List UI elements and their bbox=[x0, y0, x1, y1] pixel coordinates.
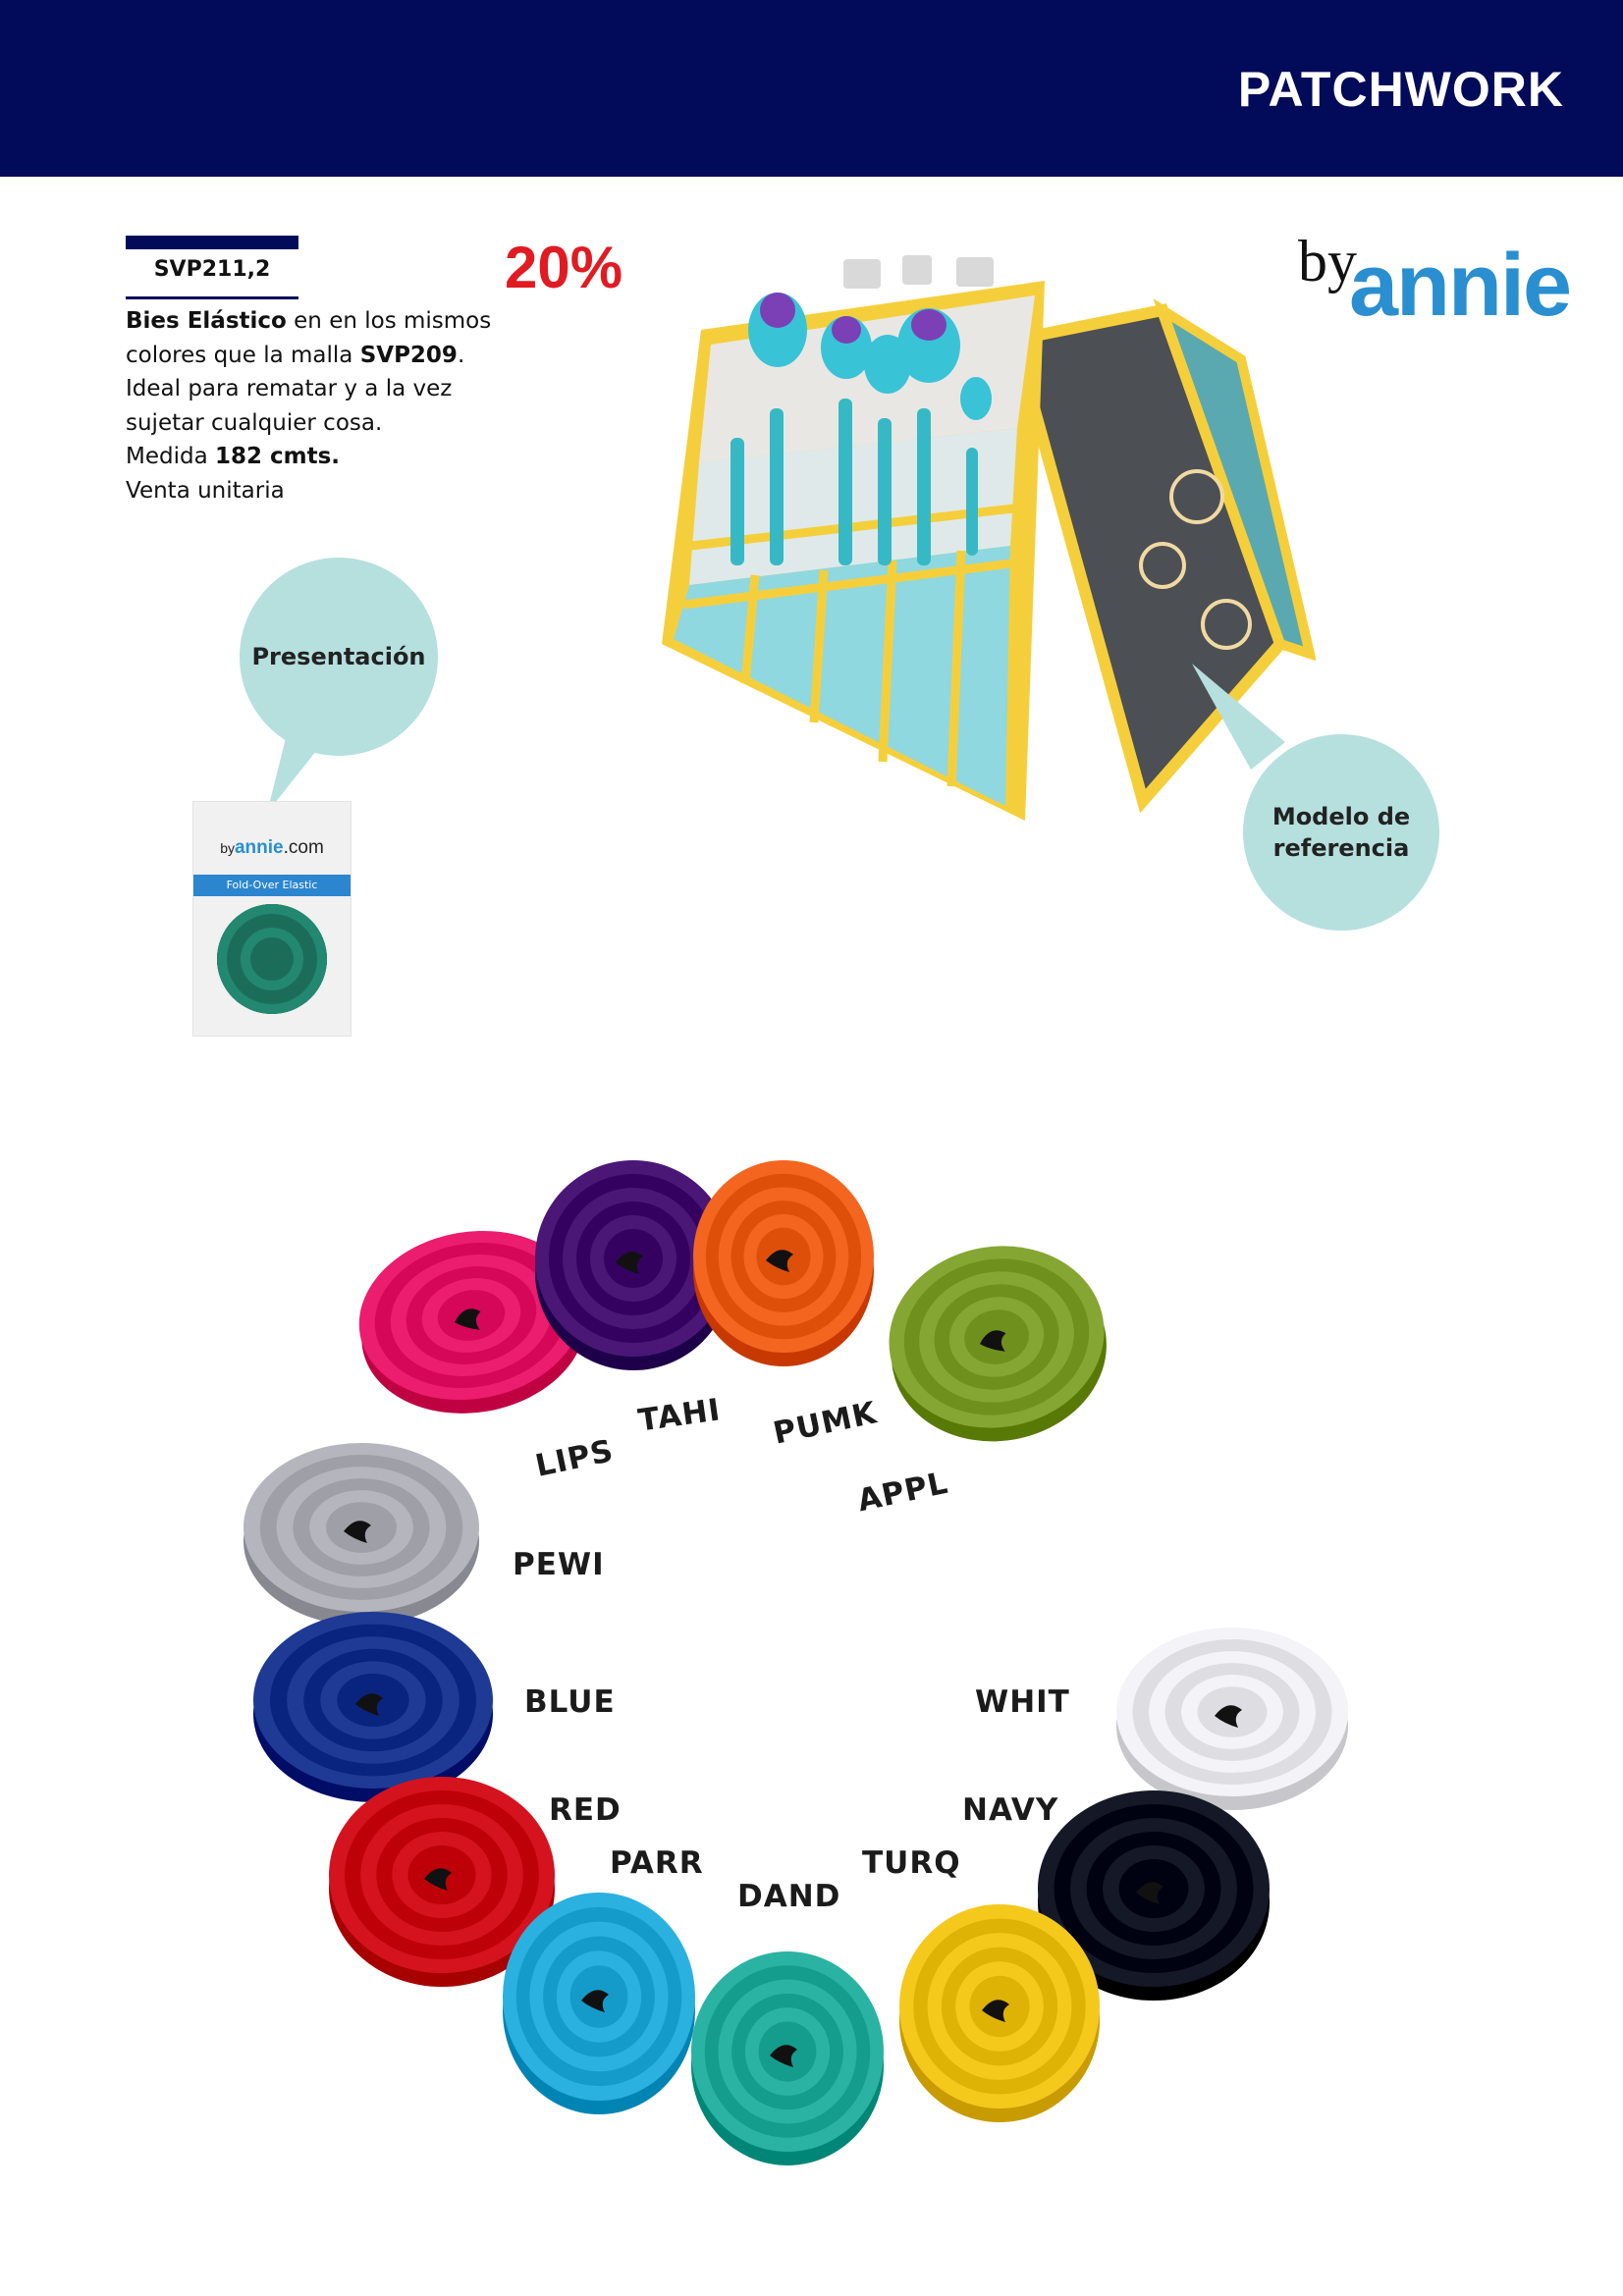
roll-pumk bbox=[693, 1160, 874, 1366]
product-code: SVP211,2 bbox=[153, 257, 271, 282]
color-label-blue: BLUE bbox=[524, 1684, 616, 1720]
desc-bold: SVP209 bbox=[359, 342, 458, 368]
package-image bbox=[192, 801, 352, 1037]
reference-model-bubble bbox=[1243, 734, 1439, 931]
color-label-pewi: PEWI bbox=[513, 1547, 605, 1582]
desc-text: colores que la malla bbox=[126, 342, 360, 368]
roll-parr bbox=[503, 1893, 695, 2114]
desc-line-6: Venta unitaria bbox=[126, 477, 285, 504]
reference-model-line-1: Modelo de bbox=[1271, 803, 1411, 830]
color-label-whit: WHIT bbox=[975, 1684, 1070, 1720]
color-label-dand: DAND bbox=[737, 1879, 841, 1914]
product-description bbox=[126, 304, 499, 507]
page-title: PATCHWORK bbox=[1237, 62, 1564, 117]
desc-line-4: sujetar cualquier cosa. bbox=[126, 409, 383, 436]
logo-annie: annie bbox=[1349, 237, 1571, 335]
color-label-lips: LIPS bbox=[532, 1433, 618, 1484]
bubble2-tail bbox=[1192, 664, 1290, 772]
desc-bold: Bies Elástico bbox=[126, 308, 287, 334]
package-strip: Fold-Over Elastic bbox=[193, 875, 351, 896]
code-bar-bottom bbox=[126, 296, 298, 299]
logo-by: by bbox=[1298, 229, 1357, 294]
roll-dand bbox=[899, 1904, 1100, 2122]
color-label-appl: APPL bbox=[854, 1465, 951, 1520]
package-roll bbox=[217, 904, 327, 1014]
color-label-turq: TURQ bbox=[862, 1845, 961, 1881]
color-label-red: RED bbox=[549, 1792, 622, 1828]
desc-text: Medida bbox=[126, 444, 215, 469]
package-logo-annie: annie bbox=[234, 837, 284, 858]
presentation-bubble: Presentación bbox=[240, 558, 438, 756]
color-rolls-graphic bbox=[0, 1139, 1623, 2179]
desc-text: . bbox=[457, 342, 465, 368]
discount-badge: 20% bbox=[505, 235, 623, 300]
roll-whit bbox=[1116, 1628, 1348, 1810]
package-logo bbox=[193, 837, 351, 859]
desc-text: en en los mismos bbox=[286, 308, 492, 334]
package-logo-suffix: .com bbox=[283, 837, 324, 858]
desc-line-1 bbox=[126, 304, 499, 339]
roll-pewi bbox=[243, 1443, 479, 1626]
color-label-pumk: PUMK bbox=[770, 1395, 881, 1452]
desc-line-2 bbox=[126, 339, 499, 373]
reference-model-line-2: referencia bbox=[1272, 834, 1410, 862]
roll-appl bbox=[875, 1229, 1121, 1458]
roll-turq bbox=[691, 1951, 884, 2165]
color-label-tahi: TAHI bbox=[635, 1392, 724, 1439]
color-label-parr: PARR bbox=[610, 1845, 704, 1881]
desc-bold: 182 cmts. bbox=[215, 444, 341, 469]
package-logo-by: by bbox=[220, 840, 235, 856]
color-label-navy: NAVY bbox=[962, 1792, 1059, 1828]
roll-blue bbox=[253, 1612, 493, 1802]
brand-logo bbox=[1298, 228, 1573, 336]
code-bar-top bbox=[126, 236, 298, 249]
desc-line-3: Ideal para rematar y a la vez bbox=[126, 376, 453, 401]
desc-line-5 bbox=[126, 440, 499, 474]
